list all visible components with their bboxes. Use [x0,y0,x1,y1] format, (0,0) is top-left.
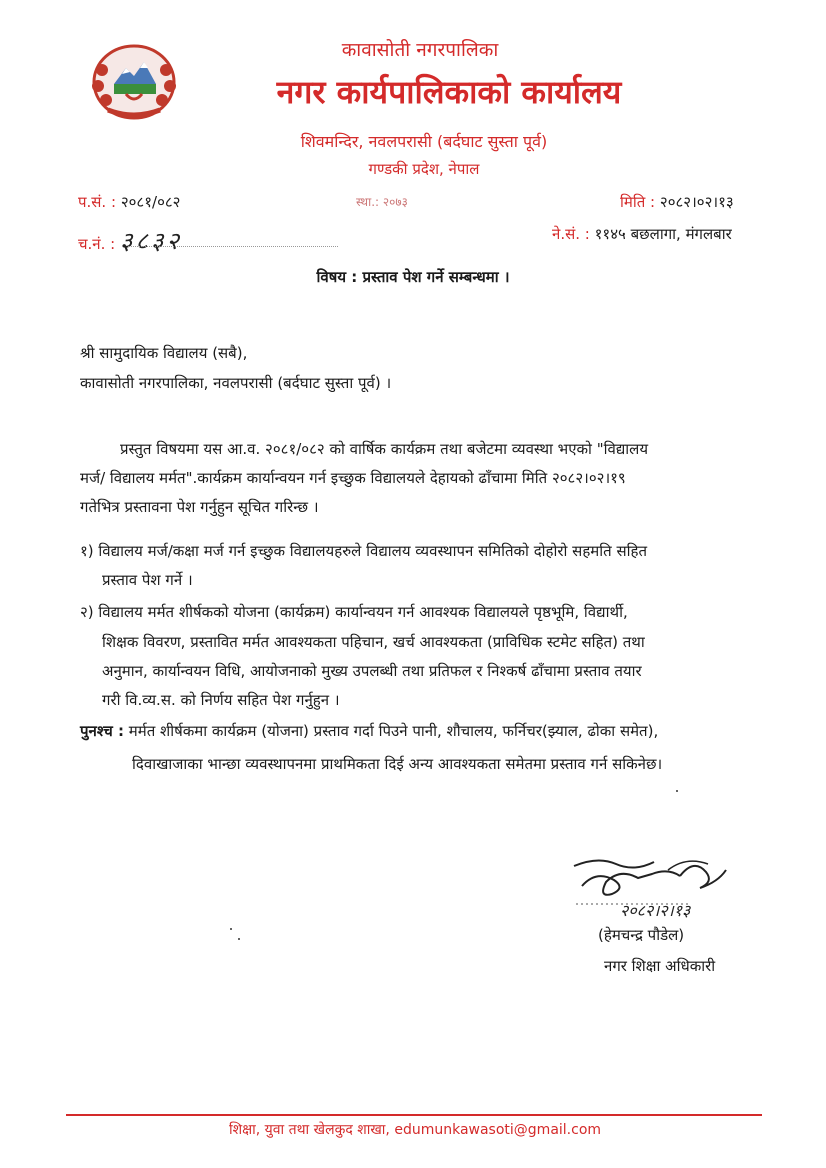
postscript-line-1 [80,721,658,741]
list-item-2-line-3: अनुमान, कार्यान्वयन विधि, आयोजनाको मुख्य उपलब्धी तथा प्रतिफल र निश्कर्ष ढाँचामा प्रस्ताव तयार [102,662,642,680]
cn-label: च.नं. : [78,235,116,253]
cn-underline [128,246,338,247]
miti-value: २०८२।०२।१३ [659,193,734,211]
nes-value: ११४५ बछलागा, मंगलबार [594,225,732,243]
list-item-1-line-2: प्रस्ताव पेश गर्ने । [102,571,193,589]
scan-speck [238,938,240,940]
list-item-2-line-2: शिक्षक विवरण, प्रस्तावित मर्मत आवश्यकता पहिचान, खर्च आवश्यकता (प्राविधिक स्टमेट सहित) तथा [102,633,645,651]
svg-text:२०८२।२।१३: २०८२।२।१३ [620,901,691,920]
scan-speck [676,790,678,792]
miti-label: मिति : [620,193,656,211]
address-line-1: शिवमन्दिर, नवलपरासी (बर्दघाट सुस्ता पूर्व) [300,132,548,151]
list-item-1-line-1: १) विद्यालय मर्ज/कक्षा मर्ज गर्न इच्छुक विद्यालयहरुले विद्यालय व्यवस्थापन समितिको दोहोरो सहमति सहित [80,542,647,560]
cn-handwritten-value: ३८३२ [120,227,182,255]
paragraph-line-2: मर्ज/ विद्यालय मर्मत".कार्यक्रम कार्यान्वयन गर्न इच्छुक विद्यालयले देहायको ढाँचामा मिति २०८२।०२।१९ [80,469,626,487]
footer-divider [66,1114,762,1116]
postscript-line-2: दिवाखाजाका भान्छा व्यवस्थापनमा प्राथमिकता दिई अन्य आवश्यकता समेतमा प्रस्ताव गर्न सकिनेछ। [132,755,663,773]
postscript-text-1: मर्मत शीर्षकमा कार्यक्रम (योजना) प्रस्ताव गर्दा पिउने पानी, शौचालय, फर्निचर(झ्याल, ढोका समेत), [128,722,659,740]
list-item-2-line-4: गरी वि.व्य.स. को निर्णय सहित पेश गर्नुहुन । [102,691,340,709]
addressee-line-1: श्री सामुदायिक विद्यालय (सबै), [80,344,248,362]
government-emblem-icon [88,40,180,126]
handwritten-signature [568,852,748,924]
nepal-sambat-date [552,224,732,244]
ps-value: २०८१/०८२ [120,193,181,211]
established-year: स्था.: २०७३ [356,195,408,209]
addressee-line-2: कावासोती नगरपालिका, नवलपरासी (बर्दघाट सुस्ता पूर्व) । [80,374,392,392]
date [620,192,734,212]
reference-number [78,192,180,212]
municipality-name: कावासोती नगरपालिका [341,39,499,61]
paragraph-line-1: प्रस्तुत विषयमा यस आ.व. २०८१/०८२ को वार्षिक कार्यक्रम तथा बजेटमा व्यवस्था भएको "विद्यालय [120,440,649,458]
footer-contact: शिक्षा, युवा तथा खेलकुद शाखा, edumunkawasoti@gmail.com [228,1122,602,1138]
office-title: नगर कार्यपालिकाको कार्यालय [276,73,622,111]
postscript-label: पुनश्च : [80,722,124,740]
nes-label: ने.सं. : [552,225,590,243]
address-line-2: गण्डकी प्रदेश, नेपाल [368,160,480,178]
scan-speck [230,928,232,930]
list-item-2-line-1: २) विद्यालय मर्मत शीर्षकको योजना (कार्यक्रम) कार्यान्वयन गर्न आवश्यक विद्यालयले पृष्ठभूमि, विद्यार्थी, [80,603,628,621]
paragraph-line-3: गतेभित्र प्रस्तावना पेश गर्नुहुन सूचित गरिन्छ । [80,498,319,516]
signatory-title: नगर शिक्षा अधिकारी [604,957,716,975]
ps-label: प.सं. : [78,193,117,211]
dispatch-number [78,224,182,257]
signatory-name: (हेमचन्द्र पौडेल) [598,926,685,944]
subject-line: विषय : प्रस्ताव पेश गर्ने सम्बन्धमा । [316,268,510,286]
